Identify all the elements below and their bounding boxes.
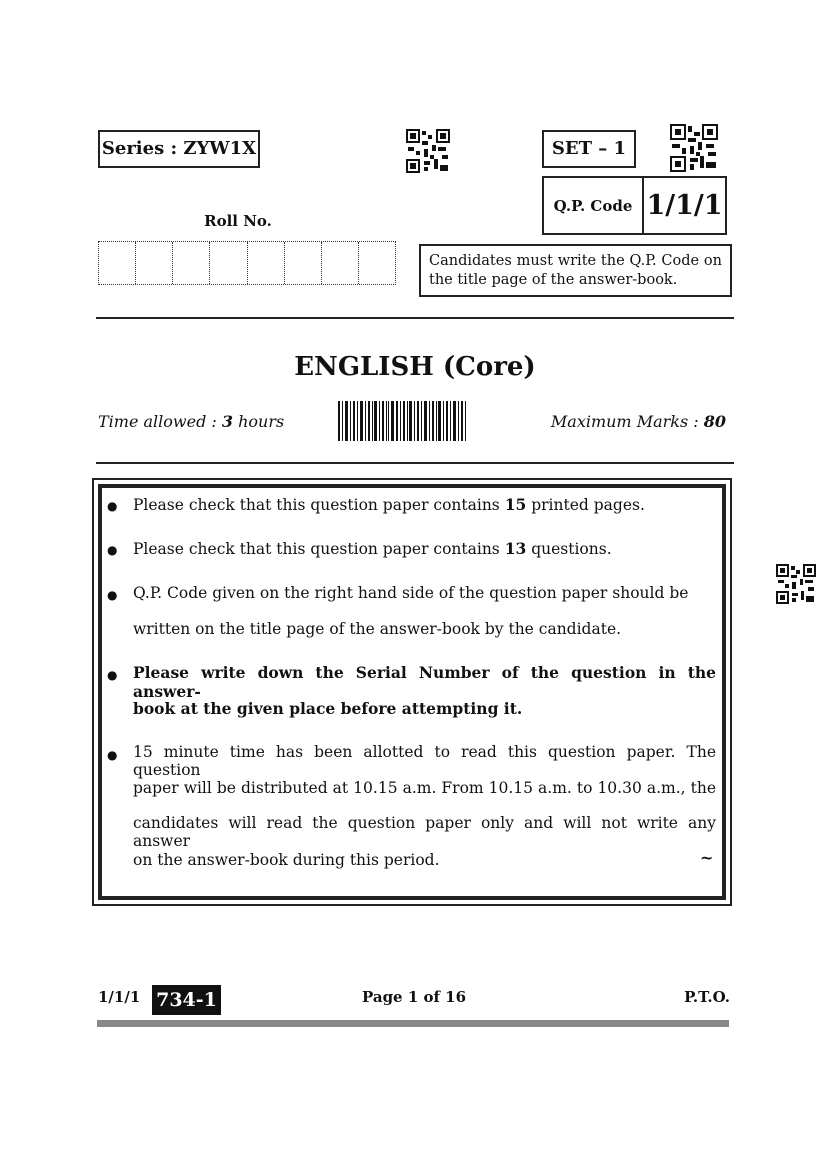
paper-title: ENGLISH (Core): [294, 352, 536, 382]
instruction-2-pre: Please check that this question paper contains: [133, 540, 505, 558]
time-value: 3: [221, 412, 234, 431]
roll-number-cell[interactable]: [136, 242, 173, 284]
tilde-mark: ~: [700, 848, 714, 867]
instruction-4-line-2: book at the given place before attempting it.: [133, 699, 523, 718]
divider: [96, 317, 734, 319]
time-suffix: hours: [233, 412, 285, 431]
instruction-2: [133, 539, 716, 558]
qp-code-box: [542, 176, 727, 235]
time-prefix: Time allowed :: [98, 412, 222, 431]
roll-number-boxes[interactable]: [98, 241, 396, 285]
candidate-note: Candidates must write the Q.P. Code on the title page of the answer-book.: [419, 244, 732, 297]
instruction-1-pre: Please check that this question paper contains: [133, 496, 505, 514]
bullet-icon: ●: [107, 748, 118, 762]
roll-number-cell[interactable]: [99, 242, 136, 284]
footer-qp-code: 1/1/1: [98, 988, 141, 1006]
qr-code-icon: [406, 129, 450, 173]
roll-number-label: Roll No.: [204, 212, 272, 230]
instruction-4-line-1: Please write down the Serial Number of the question in the answer-: [133, 663, 716, 701]
instruction-1-post: printed pages.: [526, 496, 645, 514]
pto-label: P.T.O.: [684, 988, 730, 1006]
roll-number-cell[interactable]: [359, 242, 395, 284]
instruction-2-post: questions.: [526, 540, 612, 558]
instruction-5-line-1: 15 minute time has been allotted to read this question paper. The question: [133, 743, 716, 779]
instruction-3-line-2: written on the title page of the answer-book by the candidate.: [133, 620, 622, 638]
bullet-icon: ●: [107, 543, 118, 557]
instruction-1: [133, 495, 716, 514]
qr-code-icon: [776, 564, 816, 604]
time-allowed: [98, 412, 284, 431]
marks-prefix: Maximum Marks :: [550, 412, 704, 431]
instruction-5-line-2: paper will be distributed at 10.15 a.m. From 10.15 a.m. to 10.30 a.m., the: [133, 779, 716, 797]
qp-code-value: 1/1/1: [646, 190, 723, 221]
instruction-1-num: 15: [504, 495, 527, 514]
set-label: SET – 1: [542, 130, 636, 168]
footer-bar: [97, 1020, 729, 1027]
instruction-3-line-1: Q.P. Code given on the right hand side of the question paper should be: [133, 584, 689, 602]
instruction-5-line-4: on the answer-book during this period.: [133, 851, 440, 869]
page-number: Page 1 of 16: [361, 988, 467, 1006]
roll-number-cell[interactable]: [285, 242, 322, 284]
instruction-2-num: 13: [504, 539, 527, 558]
footer-badge: 734-1: [152, 985, 221, 1015]
maximum-marks: [551, 412, 726, 431]
marks-value: 80: [703, 412, 726, 431]
roll-number-cell[interactable]: [173, 242, 210, 284]
bullet-icon: ●: [107, 499, 118, 513]
instruction-5-line-3: candidates will read the question paper only and will not write any answer: [133, 814, 716, 850]
barcode-icon: [338, 401, 466, 441]
bullet-icon: ●: [107, 668, 118, 682]
roll-number-cell[interactable]: [248, 242, 285, 284]
roll-number-cell[interactable]: [210, 242, 247, 284]
series-label: Series : ZYW1X: [98, 130, 260, 168]
qp-code-label: Q.P. Code: [544, 178, 644, 233]
roll-number-cell[interactable]: [322, 242, 359, 284]
qr-code-icon: [670, 124, 718, 172]
bullet-icon: ●: [107, 588, 118, 602]
divider: [96, 462, 734, 464]
